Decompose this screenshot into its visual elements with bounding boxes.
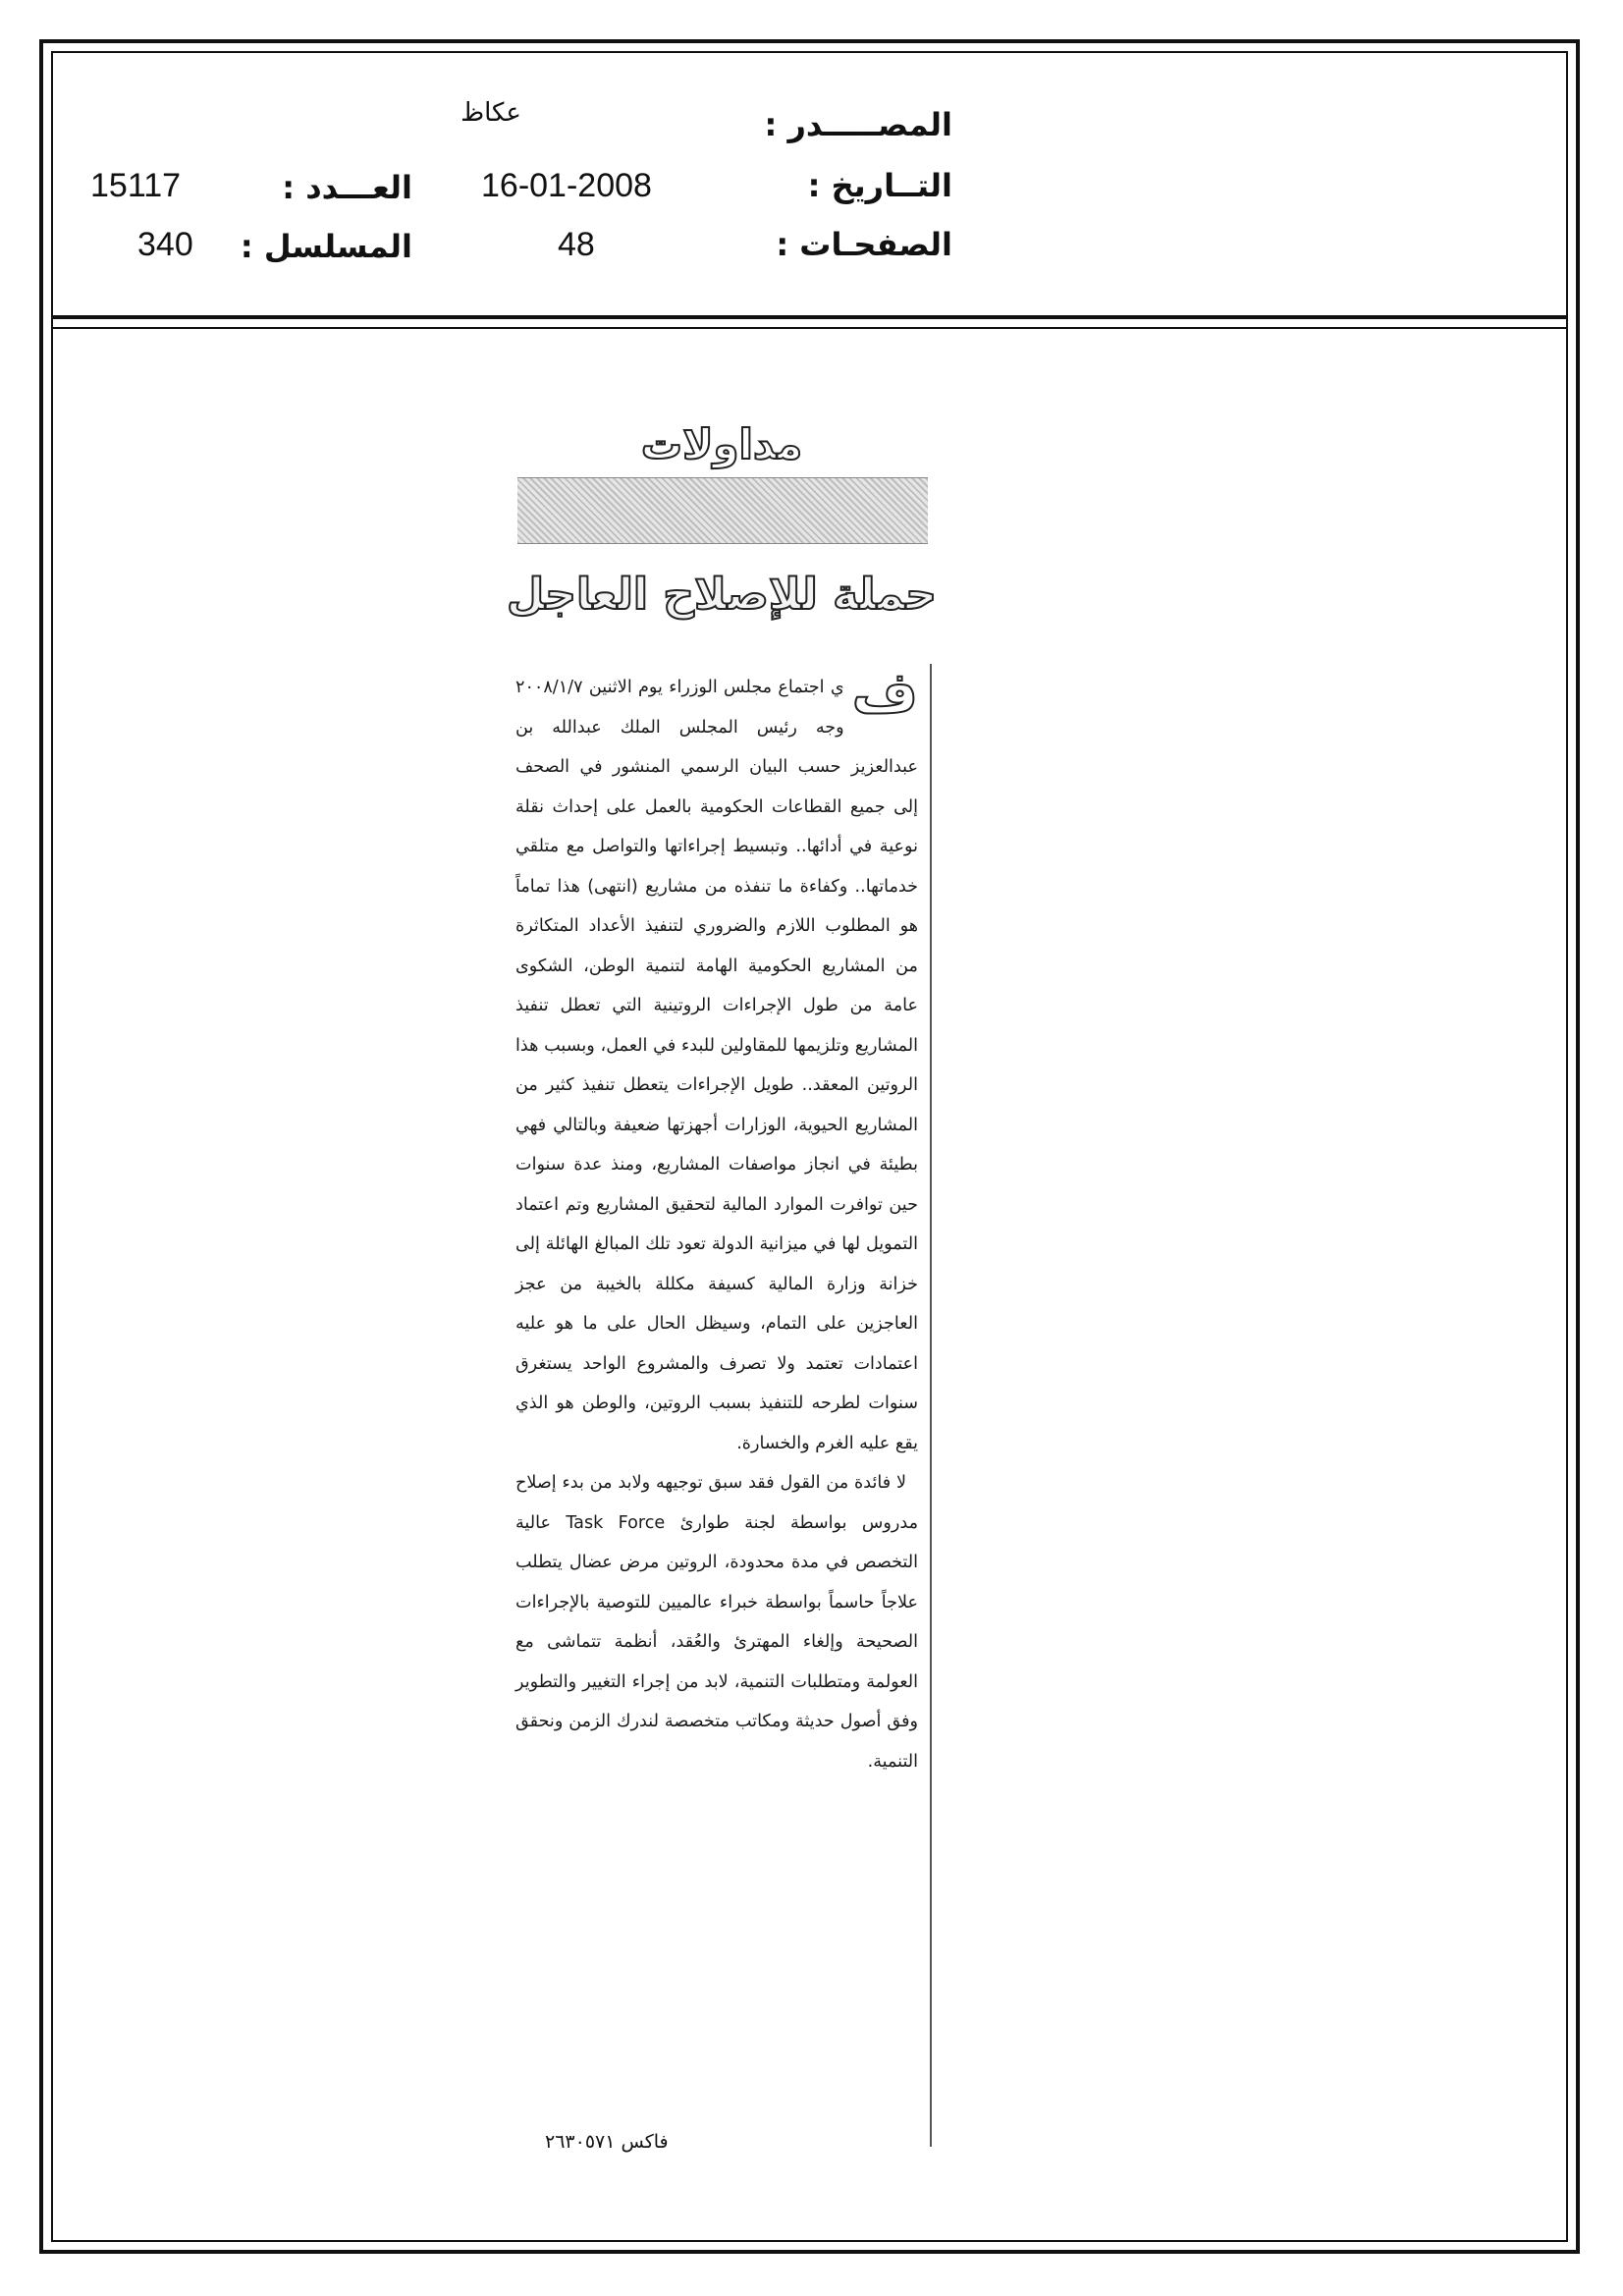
pages-label: الصفحـات : — [776, 226, 952, 263]
header-divider-inner — [51, 327, 1568, 329]
fax-number: فاكس ٢٦٣٠٥٧١ — [545, 2131, 669, 2153]
date-label: التــاريخ : — [807, 167, 952, 204]
article-paragraph-1 — [515, 659, 918, 1463]
source-value: عكاظ — [460, 98, 521, 128]
header-divider — [51, 315, 1568, 319]
paragraph-1-text: ي اجتماع مجلس الوزراء يوم الاثنين ٢٠٠٨/١/٧ وجه رئيس المجلس الملك عبدالله بن عبدالعزيز حسب البيان الرسمي المنشور في الصحف إلى جميع القطاعات الحكومية بالعمل على إحداث نقلة نوعية في أدائها.. وتبسيط إجراءاتها والتواصل مع متلقي خدماتها.. وكفاءة ما تنفذه من مشاريع (انتهى) هذا تماماً هو المطلوب اللازم والضروري لتنفيذ الأعداد المتكاثرة من المشاريع الحكومية الهامة لتنمية الوطن، الشكوى عامة من طول الإجراءات الروتينية التي تعطل تنفيذ المشاريع وتلزيمها للمقاولين للبدء في العمل، وبسبب هذا الروتين المعقد.. طويل الإجراءات يتعطل تنفيذ كثير من المشاريع الحيوية، الوزارات أجهزتها ضعيفة وبالتالي فهي بطيئة في انجاز مواصفات المشاريع، ومنذ عدة سنوات حين توافرت الموارد المالية لتحقيق المشاريع وتم اعتماد التمويل لها في ميزانية الدولة تعود تلك المبالغ الهائلة إلى خزانة وزارة المالية كسيفة مكللة بالخيبة من عجز العاجزين على التمام، وسيظل الحال على ما هو عليه اعتمادات تعتمد ولا تصرف والمشروع الواحد يستغرق سنوات لطرحه للتنفيذ بسبب الروتين، والوطن هو الذي يقع عليه الغرم والخسارة. — [515, 678, 918, 1453]
source-label: المصـــــدر : — [764, 106, 952, 143]
serial-label: المسلسل : — [240, 228, 412, 265]
date-value: 16-01-2008 — [481, 167, 652, 204]
article-title: حملة للإصلاح العاجل — [506, 570, 937, 620]
article-paragraph-2: لا فائدة من القول فقد سبق توجيهه ولابد من بدء إصلاح مدروس بواسطة لجنة طوارئ Task Force عالية التخصص في مدة محدودة، الروتين مرض عضال يتطلب علاجاً حاسماً بواسطة خبراء عالميين للتوصية بالإجراءات الصحيحة وإلغاء المهترئ والعُقد، أنظمة تتماشى مع العولمة ومتطلبات التنمية، لابد من إجراء التغيير والتطوير وفق أصول حديثة ومكاتب متخصصة لندرك الزمن ونحقق التنمية. — [515, 1473, 919, 1772]
drop-cap: ف — [851, 659, 918, 726]
serial-value: 340 — [137, 226, 193, 263]
masthead-band — [517, 477, 928, 544]
column-masthead — [506, 410, 938, 553]
column-rule — [930, 664, 932, 2147]
pages-value: 48 — [558, 226, 595, 263]
article-body — [515, 659, 919, 1781]
issue-value: 15117 — [90, 167, 182, 204]
column-name: مداولات — [640, 420, 803, 468]
issue-label: العـــدد : — [282, 169, 412, 206]
newspaper-clipping — [506, 410, 938, 2168]
